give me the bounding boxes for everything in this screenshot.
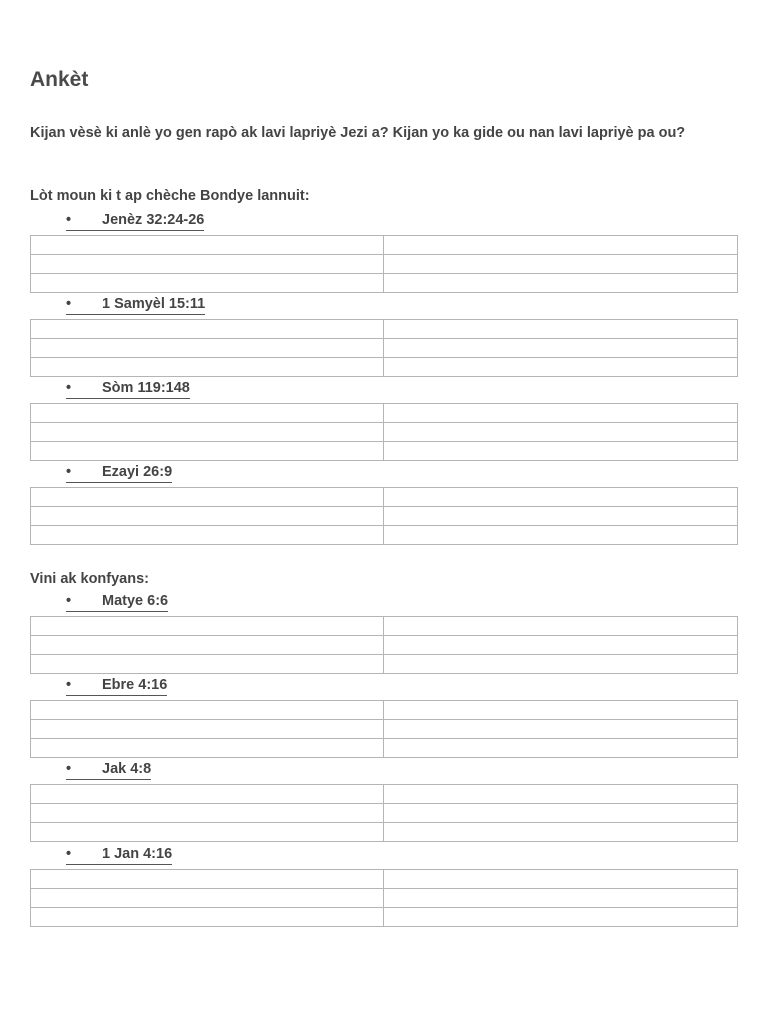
answer-cell[interactable] <box>31 358 384 377</box>
answer-cell[interactable] <box>384 870 738 889</box>
answer-cell[interactable] <box>31 889 384 908</box>
bullet-icon: • <box>66 464 72 480</box>
answer-table <box>30 784 738 842</box>
answer-cell[interactable] <box>31 655 384 674</box>
scripture-ref-item <box>66 296 205 315</box>
answer-cell[interactable] <box>31 785 384 804</box>
answer-cell[interactable] <box>31 320 384 339</box>
scripture-ref-label: 1 Samyèl 15:11 <box>102 296 206 312</box>
answer-table <box>30 319 738 377</box>
answer-cell[interactable] <box>384 739 738 758</box>
answer-cell[interactable] <box>384 655 738 674</box>
answer-cell[interactable] <box>31 720 384 739</box>
scripture-ref-label: Jak 4:8 <box>102 761 152 777</box>
answer-cell[interactable] <box>384 701 738 720</box>
scripture-ref-label: 1 Jan 4:16 <box>102 846 173 862</box>
answer-cell[interactable] <box>384 785 738 804</box>
answer-cell[interactable] <box>31 423 384 442</box>
scripture-ref-item <box>66 212 204 231</box>
answer-cell[interactable] <box>384 488 738 507</box>
bullet-icon: • <box>66 677 72 693</box>
scripture-ref-item <box>66 380 190 399</box>
answer-cell[interactable] <box>31 701 384 720</box>
scripture-ref-label: Jenèz 32:24-26 <box>102 212 205 228</box>
answer-cell[interactable] <box>31 636 384 655</box>
scripture-ref-label: Ezayi 26:9 <box>102 464 173 480</box>
answer-cell[interactable] <box>31 236 384 255</box>
bullet-icon: • <box>66 761 72 777</box>
bullet-icon: • <box>66 593 72 609</box>
answer-cell[interactable] <box>31 804 384 823</box>
answer-cell[interactable] <box>31 823 384 842</box>
answer-cell[interactable] <box>384 823 738 842</box>
answer-cell[interactable] <box>384 274 738 293</box>
answer-cell[interactable] <box>384 404 738 423</box>
answer-cell[interactable] <box>384 804 738 823</box>
answer-table <box>30 403 738 461</box>
answer-cell[interactable] <box>384 617 738 636</box>
answer-cell[interactable] <box>384 423 738 442</box>
answer-cell[interactable] <box>31 255 384 274</box>
bullet-icon: • <box>66 296 72 312</box>
answer-cell[interactable] <box>384 339 738 358</box>
scripture-ref-item <box>66 761 151 780</box>
answer-cell[interactable] <box>31 274 384 293</box>
scripture-ref-item <box>66 677 167 696</box>
scripture-ref-item <box>66 846 172 865</box>
answer-cell[interactable] <box>31 617 384 636</box>
scripture-ref-label: Sòm 119:148 <box>102 380 190 396</box>
scripture-ref-item <box>66 464 172 483</box>
answer-cell[interactable] <box>384 442 738 461</box>
answer-cell[interactable] <box>384 236 738 255</box>
answer-cell[interactable] <box>31 442 384 461</box>
answer-table <box>30 616 738 674</box>
question-text: Kijan vèsè ki anlè yo gen rapò ak lavi lapriyè Jezi a? Kijan yo ka gide ou nan lavi lapriyè pa ou? <box>30 125 686 141</box>
answer-cell[interactable] <box>31 507 384 526</box>
bullet-icon: • <box>66 846 72 862</box>
answer-cell[interactable] <box>384 358 738 377</box>
scripture-ref-label: Matye 6:6 <box>102 593 169 609</box>
answer-table <box>30 869 738 927</box>
answer-cell[interactable] <box>31 908 384 927</box>
answer-cell[interactable] <box>31 404 384 423</box>
section-label-others: Lòt moun ki t ap chèche Bondye lannuit: <box>30 188 310 204</box>
answer-table <box>30 487 738 545</box>
answer-cell[interactable] <box>384 908 738 927</box>
answer-cell[interactable] <box>384 320 738 339</box>
section-label-confidence: Vini ak konfyans: <box>30 571 149 587</box>
answer-cell[interactable] <box>31 526 384 545</box>
answer-cell[interactable] <box>384 720 738 739</box>
bullet-icon: • <box>66 380 72 396</box>
answer-cell[interactable] <box>384 526 738 545</box>
answer-table <box>30 235 738 293</box>
answer-cell[interactable] <box>31 739 384 758</box>
page-title: Ankèt <box>30 68 89 91</box>
answer-cell[interactable] <box>31 488 384 507</box>
answer-cell[interactable] <box>31 339 384 358</box>
answer-cell[interactable] <box>384 255 738 274</box>
answer-cell[interactable] <box>384 636 738 655</box>
bullet-icon: • <box>66 212 72 228</box>
scripture-ref-item <box>66 593 168 612</box>
scripture-ref-label: Ebre 4:16 <box>102 677 168 693</box>
answer-table <box>30 700 738 758</box>
answer-cell[interactable] <box>384 889 738 908</box>
answer-cell[interactable] <box>384 507 738 526</box>
answer-cell[interactable] <box>31 870 384 889</box>
